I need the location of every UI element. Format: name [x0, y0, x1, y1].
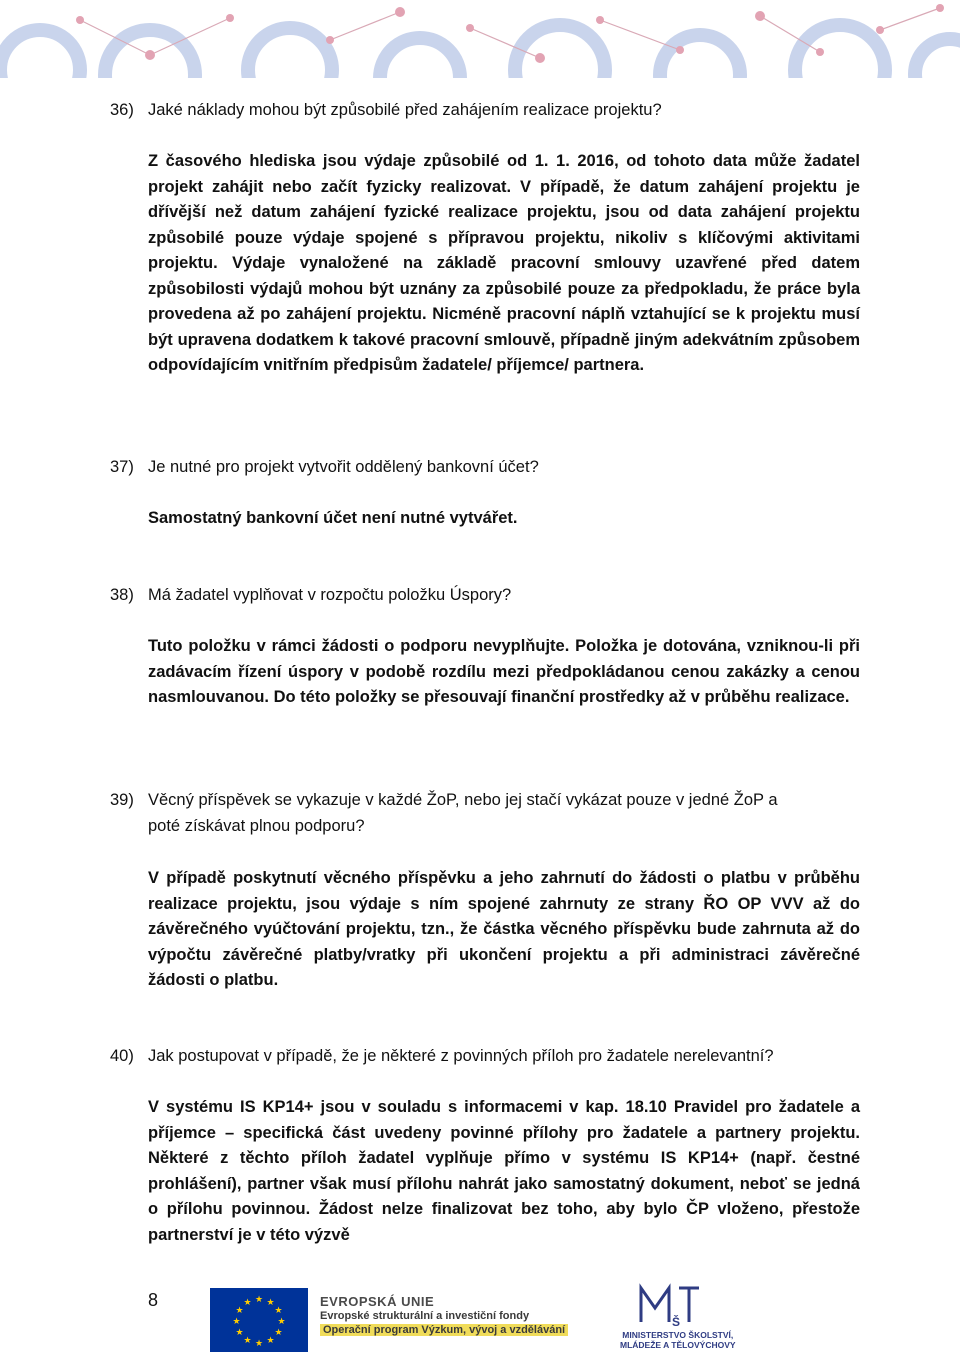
eu-logo-text [320, 1295, 568, 1337]
answer-38: Tuto položku v rámci žádosti o podporu nevyplňujte. Položka je dotována, vzniknou-li při zadávacím řízení úspory v podobě rozdílu mezi předpokládanou cenou zakázky a cenou nasmlouvanou. Do této položky se přesouvají finanční prostředky až v průběhu realizace. [148, 637, 860, 706]
header-pattern [0, 0, 960, 78]
svg-text:★: ★ [277, 1317, 286, 1327]
svg-text:★: ★ [243, 1336, 252, 1346]
question-38 [110, 583, 862, 609]
question-text: Je nutné pro projekt vytvořit oddělený bankovní účet? [148, 458, 539, 476]
question-37 [110, 455, 862, 481]
msmt-logo-text [620, 1330, 736, 1350]
svg-text:Š: Š [672, 1315, 681, 1328]
question-number: 38) [110, 586, 134, 604]
answer-37: Samostatný bankovní účet není nutné vytvářet. [148, 509, 518, 527]
question-text-line2: poté získávat plnou podporu? [148, 816, 365, 835]
svg-text:★: ★ [266, 1298, 275, 1308]
svg-text:★: ★ [274, 1328, 283, 1338]
msmt-line2: MLÁDEŽE A TĚLOVÝCHOVY [620, 1340, 736, 1350]
page-number: 8 [148, 1290, 159, 1310]
question-40 [110, 1044, 862, 1070]
answer-36: Z časového hlediska jsou výdaje způsobilé od 1. 1. 2016, od tohoto data může žadatel projekt zahájit nebo začít fyzicky realizovat. V případě, že datum zahájení projektu je dřívější než datum zahájení fyzické realizace projektu, jsou od data zahájení projektu způsobilé pouze výdaje spojené s přípravou projektu, nikoliv s klíčovými aktivitami projektu. Výdaje vynaložené na základě pracovní smlouvy uzavřené před datem způsobilosti výdajů mohou být uznány za způsobilé pouze za předpokladu, že práce byla provedena až po zahájení projektu. Nicméně pracovní náplň vztahující se k projektu musí být upravena dodatkem k takové pracovní smlouvě, případně jiným adekvátním způsobem odpovídajícím vnitřním předpisům žadatele/ příjemce/ partnera. [148, 152, 860, 374]
msmt-logo-icon [635, 1282, 705, 1328]
svg-text:★: ★ [243, 1298, 252, 1308]
question-39 [110, 788, 862, 839]
svg-text:★: ★ [254, 1339, 264, 1349]
answer-40: V systému IS KP14+ jsou v souladu s informacemi v kap. 18.10 Pravidel pro žadatele a příjemce – specifická část uvedeny povinné přílohy pro žadatele a partnery projektu. Některé z těchto příloh žadatel vyplňuje přímo v systému IS KP14+ (např. čestné prohlášení), partner však musí přílohu nahrát jako samostatný dokument, neboť se jedná o přílohu povinnou. Žádost nelze finalizovat bez toho, aby bylo ČP vloženo, přestože partnerství je v této výzvě [148, 1098, 860, 1244]
eu-flag-icon [210, 1288, 308, 1352]
question-text: Jaké náklady mohou být způsobilé před zahájením realizace projektu? [148, 101, 662, 119]
svg-text:★: ★ [274, 1306, 283, 1316]
svg-text:★: ★ [235, 1328, 244, 1338]
question-number: 40) [110, 1047, 134, 1065]
question-number: 39) [110, 791, 134, 809]
eu-title: EVROPSKÁ UNIE [320, 1294, 435, 1309]
svg-text:★: ★ [235, 1306, 244, 1316]
footer-logos [210, 1282, 750, 1364]
answer-39: V případě poskytnutí věcného příspěvku a jeho zahrnutí do žádosti o platbu v průběhu realizace projektu, jsou výdaje s ním spojené zahrnuty ze strany ŘO OP VVV až do závěrečného vyúčtování projektu, tzn., že částka věcného příspěvku bude zahrnuta až do výpočtu závěrečné platby/vratky při ukončení projektu a při administraci závěrečné žádosti o platbu. [148, 869, 860, 989]
question-text: Jak postupovat v případě, že je některé z povinných příloh pro žadatele nerelevantní? [148, 1047, 774, 1065]
eu-program-name: Operační program Výzkum, vývoj a vzdělávání [320, 1324, 568, 1336]
eu-fund-name: Evropské strukturální a investiční fondy [320, 1310, 530, 1322]
question-text: Má žadatel vyplňovat v rozpočtu položku Úspory? [148, 586, 512, 604]
svg-text:★: ★ [232, 1317, 241, 1327]
svg-text:★: ★ [254, 1295, 264, 1305]
svg-text:★: ★ [266, 1336, 275, 1346]
msmt-line1: MINISTERSTVO ŠKOLSTVÍ, [622, 1330, 734, 1340]
question-number: 37) [110, 458, 134, 476]
header-decoration [0, 0, 960, 78]
question-36 [110, 98, 862, 124]
question-number: 36) [110, 101, 134, 119]
question-text-line1: Věcný příspěvek se vykazuje v každé ŽoP, nebo jej stačí vykázat pouze v jedné ŽoP a [148, 791, 778, 809]
